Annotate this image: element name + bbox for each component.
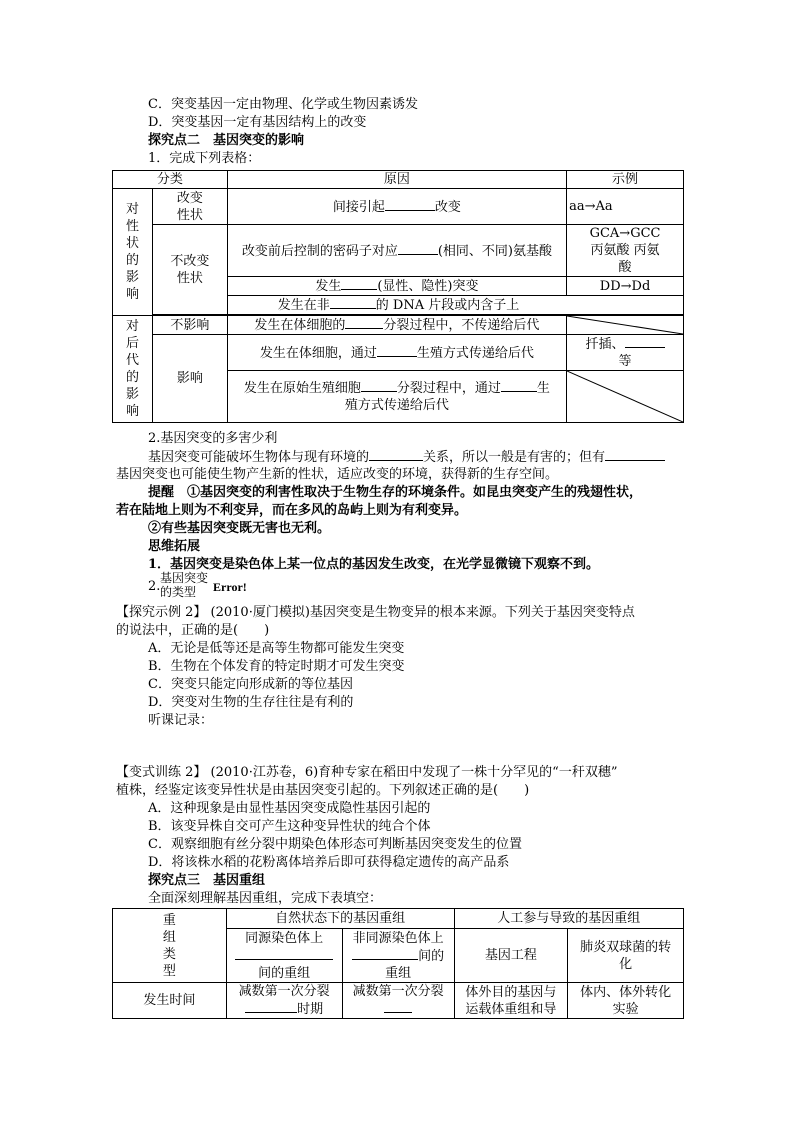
- change-trait-label: 改变 性状: [152, 189, 227, 225]
- nonhomologous-cell: 非同源染色体上 间的 重组: [342, 929, 454, 983]
- thinking-item1: 1．基因突变是染色体上某一位点的基因发生改变，在光学显微镜下观察不到。: [148, 557, 600, 572]
- section-title-point3: 探究点三 基因重组: [148, 873, 266, 888]
- natural-header: 自然状态下的基因重组: [226, 909, 454, 929]
- artificial-header: 人工参与导致的基因重组: [454, 909, 683, 929]
- reason-row-1: 间接引起 改变: [227, 189, 566, 225]
- tip-line1: 提醒 ①基因突变的利害性取决于生物生存的环境条件。如昆虫突变产生的残翅性状，: [148, 485, 643, 500]
- homologous-cell: 同源染色体上 间的重组: [226, 929, 342, 983]
- time-cell-3: 体外目的基因与 运载体重组和导: [454, 983, 568, 1019]
- notes-label: 听课记录：: [148, 713, 214, 728]
- effect-label: 影响: [152, 335, 227, 423]
- training2-option-c: C．观察细胞有丝分裂中期染色体形态可判断基因突变发生的位置: [148, 837, 522, 852]
- example-row-1: aa→Aa: [567, 189, 684, 225]
- option-c: C．突变基因一定由物理、化学或生物因素诱发: [148, 97, 418, 112]
- no-change-trait-label: 不改变 性状: [152, 225, 227, 315]
- time-label: 发生时间: [113, 983, 227, 1019]
- example2-option-a: A．无论是低等还是高等生物都可能发生突变: [148, 641, 405, 656]
- example-row-6: 扦插、 等: [567, 335, 684, 371]
- fill-blank[interactable]: [384, 1000, 412, 1013]
- section-title-point2: 探究点二 基因突变的影响: [148, 133, 305, 148]
- error-text: Error!: [213, 580, 247, 594]
- fill-blank[interactable]: [369, 448, 423, 461]
- fill-blank[interactable]: [398, 242, 438, 255]
- reason-row-7: 发生在原始生殖细胞 分裂过程中，通过 生 殖方式传递给后代: [227, 371, 566, 423]
- tip-line3: ②有些基因突变既无害也无利。: [148, 521, 331, 536]
- harm-title: 2.基因突变的多害少利: [148, 431, 278, 446]
- recombination-table: [112, 908, 684, 1019]
- trait-group-label: 对 性 状 的 影 响: [113, 189, 153, 316]
- example-row-3: DD→Dd: [567, 277, 684, 296]
- thinking-item2-num: 2.: [148, 579, 161, 594]
- reason-row-2: 改变前后控制的密码子对应 (相同、不同)氨基酸: [227, 225, 566, 277]
- thinking-item2-label-b: 的类型: [160, 585, 197, 599]
- header-example: 示例: [567, 171, 684, 189]
- fill-blank[interactable]: [385, 198, 435, 211]
- thinking-title: 思维拓展: [148, 539, 201, 554]
- time-cell-4: 体内、体外转化 实验: [568, 983, 684, 1019]
- option-d: D．突变基因一定有基因结构上的改变: [148, 115, 367, 130]
- time-cell-2: 减数第一次分裂: [342, 983, 454, 1019]
- mutation-effect-table: [112, 170, 684, 423]
- header-reason: 原因: [227, 171, 566, 189]
- offspring-group-label: 对 后 代 的 影 响: [113, 316, 153, 423]
- training2-option-a: A．这种现象是由显性基因突变成隐性基因引起的: [148, 801, 431, 816]
- example-row-2: GCA→GCC 丙氨酸 丙氨 酸: [567, 225, 684, 277]
- thinking-item2-label-a: 基因突变: [160, 571, 209, 585]
- fill-blank[interactable]: [625, 335, 665, 348]
- reason-row-4: 发生在非 的 DNA 片段或内含子上: [227, 296, 683, 315]
- fill-blank[interactable]: [245, 1000, 297, 1013]
- time-cell-1: 减数第一次分裂 时期: [226, 983, 342, 1019]
- fill-blank[interactable]: [361, 379, 397, 392]
- type-col-label: 重 组 类 型: [113, 909, 227, 983]
- training2-line2: 植株，经鉴定该变异性状是由基因突变引起的。下列叙述正确的是( ): [116, 783, 530, 798]
- harm-paragraph-line1: 基因突变可能破坏生物体与现有环境的 关系，所以一般是有害的；但有: [148, 448, 665, 467]
- reason-row-3: 发生 (显性、隐性)突变: [227, 277, 566, 296]
- training2-option-d: D．将该株水稻的花粉离体培养后即可获得稳定遗传的高产品系: [148, 855, 510, 870]
- no-effect-label: 不影响: [152, 316, 227, 335]
- tip-line2: 若在陆地上则为不利变异，而在多风的岛屿上则为有利变异。: [116, 503, 468, 518]
- reason-row-6: 发生在体细胞，通过 生殖方式传递给后代: [227, 335, 566, 371]
- table-instruction: 1．完成下列表格：: [148, 151, 261, 166]
- fill-blank[interactable]: [501, 379, 537, 392]
- example2-option-b: B．生物在个体发育的特定时期才可发生突变: [148, 659, 405, 674]
- fill-blank[interactable]: [235, 947, 333, 960]
- example2-line2: 的说法中，正确的是( ): [116, 623, 270, 638]
- fill-blank[interactable]: [605, 448, 665, 461]
- example2-option-c: C．突变只能定向形成新的等位基因: [148, 677, 353, 692]
- example-empty-1: [567, 316, 684, 335]
- example-empty-2: [567, 371, 684, 423]
- fill-blank[interactable]: [377, 344, 417, 357]
- table2-instruction: 全面深刻理解基因重组，完成下表填空：: [148, 891, 383, 906]
- header-class: 分类: [113, 171, 228, 189]
- genetic-engineering-cell: 基因工程: [454, 929, 568, 983]
- example2-line1: 【探究示例 2】 (2010·厦门模拟)基因突变是生物变异的根本来源。下列关于基因突变特点: [116, 605, 635, 620]
- fill-blank[interactable]: [341, 277, 377, 290]
- reason-row-5: 发生在体细胞的 分裂过程中，不传递给后代: [227, 316, 566, 335]
- example2-option-d: D．突变对生物的生存往往是有利的: [148, 695, 354, 710]
- fill-blank[interactable]: [352, 947, 418, 960]
- pneumococcus-cell: 肺炎双球菌的转 化: [568, 929, 684, 983]
- training2-line1: 【变式训练 2】 (2010·江苏卷，6)育种专家在稻田中发现了一株十分罕见的“一秆双穗”: [116, 765, 618, 780]
- fill-blank[interactable]: [330, 296, 376, 309]
- fill-blank[interactable]: [345, 316, 383, 329]
- training2-option-b: B．该变异株自交可产生这种变异性状的纯合个体: [148, 819, 431, 834]
- harm-paragraph-line2: 基因突变也可能使生物产生新的性状，适应改变的环境，获得新的生存空间。: [116, 467, 559, 482]
